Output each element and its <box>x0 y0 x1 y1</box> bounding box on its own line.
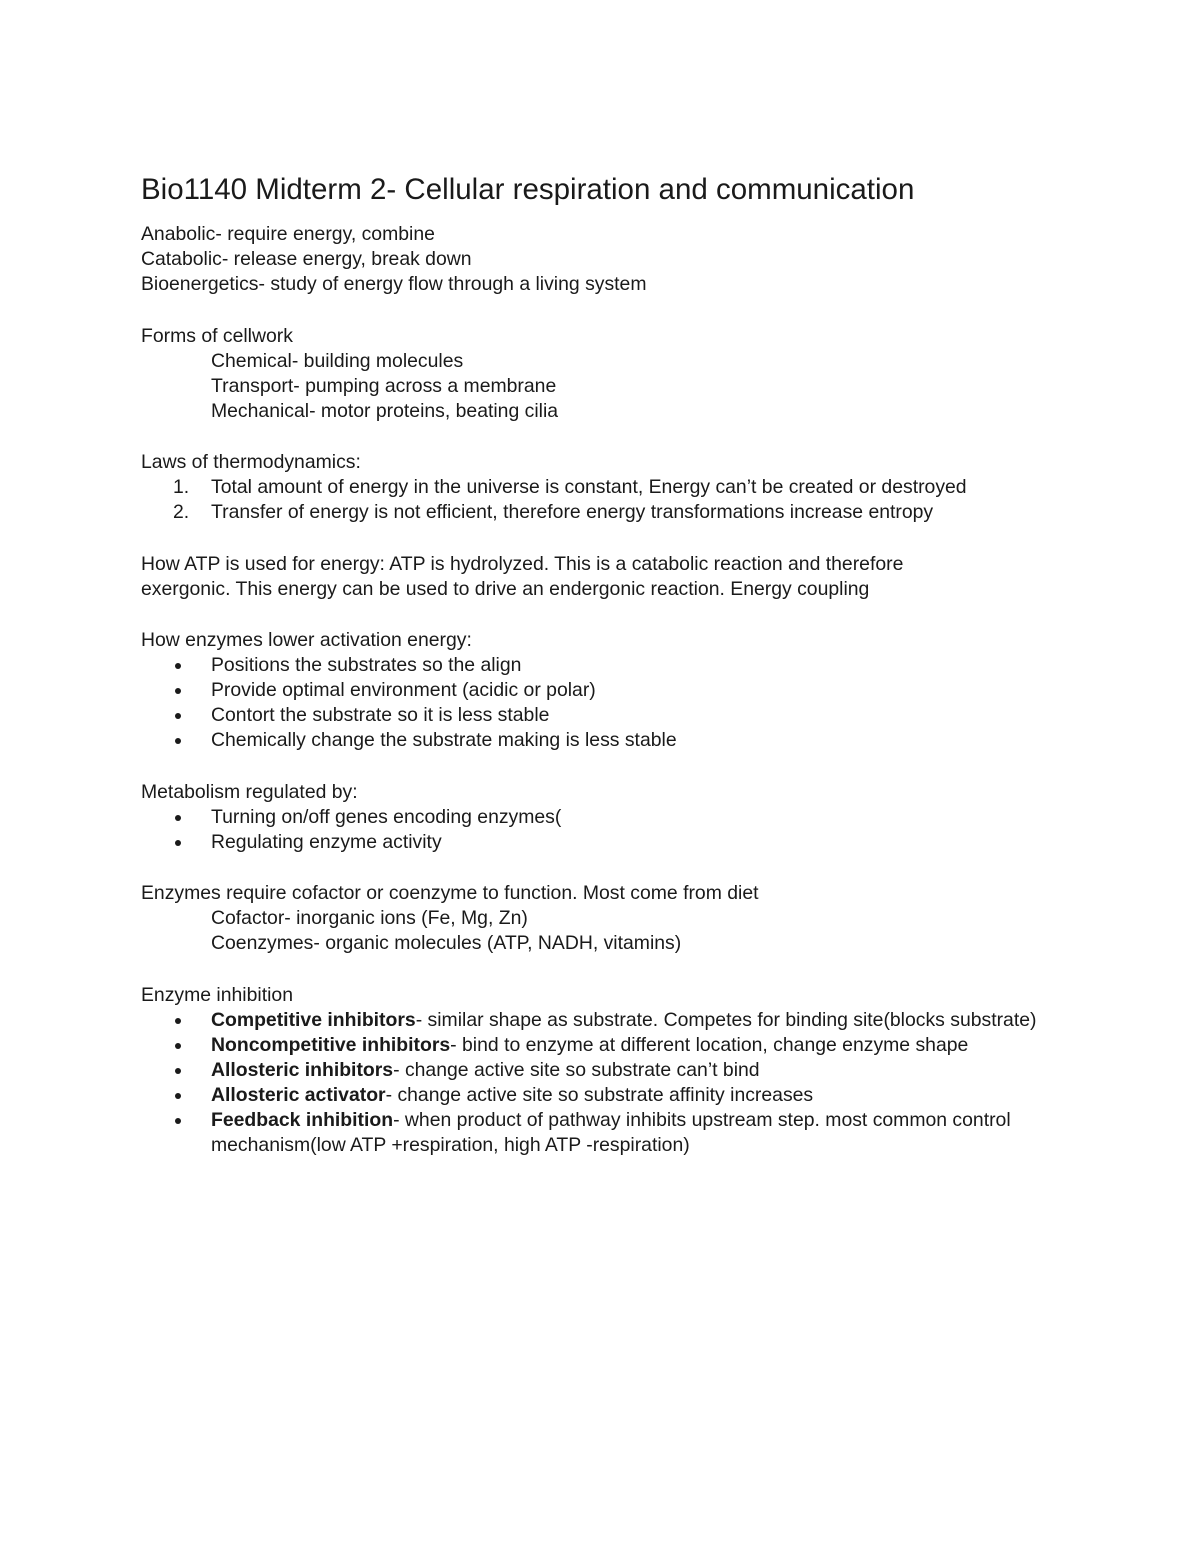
thermo-law-item <box>141 500 1081 525</box>
thermo-law-text: Total amount of energy in the universe is constant, Energy can’t be created or destroyed <box>211 476 967 499</box>
activation-heading: How enzymes lower activation energy: <box>141 629 472 652</box>
activation-item <box>141 728 1081 753</box>
bullet-icon <box>175 713 181 719</box>
inhibition-desc: - change active site so substrate affinity increases <box>385 1083 814 1106</box>
spacer <box>141 525 1081 552</box>
activation-item <box>141 703 1081 728</box>
spacer <box>141 956 1081 983</box>
inhibition-term: Noncompetitive inhibitors <box>211 1033 451 1056</box>
metabolism-item-text: Regulating enzyme activity <box>211 830 442 853</box>
bullet-icon <box>175 1093 181 1099</box>
cellwork-item: Mechanical- motor proteins, beating cilia <box>211 399 559 422</box>
activation-item-text: Contort the substrate so it is less stable <box>211 704 550 727</box>
definition-bioenergetics: Bioenergetics- study of energy flow through a living system <box>141 273 647 296</box>
inhibition-item <box>141 1033 1081 1058</box>
cellwork-heading: Forms of cellwork <box>141 324 293 347</box>
cellwork-item: Transport- pumping across a membrane <box>211 374 557 397</box>
cellwork-item: Chemical- building molecules <box>211 349 464 372</box>
activation-item-text: Provide optimal environment (acidic or polar) <box>211 679 596 702</box>
spacer <box>141 602 1081 629</box>
bullet-icon <box>175 1018 181 1024</box>
spacer <box>141 855 1081 882</box>
metabolism-item <box>141 830 1081 855</box>
activation-item <box>141 653 1081 678</box>
inhibition-term: Competitive inhibitors <box>211 1008 416 1031</box>
inhibition-item <box>141 1083 1081 1108</box>
inhibition-term: Feedback inhibition <box>211 1108 394 1131</box>
cofactors-item: Coenzymes- organic molecules (ATP, NADH, vitamins) <box>211 932 682 955</box>
bullet-icon <box>175 738 181 744</box>
spacer <box>141 297 1081 324</box>
bullet-icon <box>175 1068 181 1074</box>
bullet-icon <box>175 663 181 669</box>
atp-paragraph-line: exergonic. This energy can be used to drive an endergonic reaction. Energy coupling <box>141 577 870 600</box>
spacer <box>141 753 1081 780</box>
inhibition-desc: - similar shape as substrate. Competes for binding site(blocks substrate) <box>415 1008 1037 1031</box>
metabolism-heading: Metabolism regulated by: <box>141 780 358 803</box>
inhibition-item <box>141 1108 1081 1158</box>
bullet-icon <box>175 688 181 694</box>
inhibition-desc: - when product of pathway inhibits upstream step. most common control mechanism(low ATP +respiration, high ATP -respiration) <box>211 1108 1011 1156</box>
metabolism-item-text: Turning on/off genes encoding enzymes( <box>211 805 562 828</box>
thermo-law-item <box>141 475 1081 500</box>
thermo-law-text: Transfer of energy is not efficient, therefore energy transformations increase entropy <box>211 501 934 524</box>
inhibition-term: Allosteric activator <box>211 1083 386 1106</box>
inhibition-heading: Enzyme inhibition <box>141 983 293 1006</box>
cofactors-item: Cofactor- inorganic ions (Fe, Mg, Zn) <box>211 907 528 930</box>
cofactors-heading: Enzymes require cofactor or coenzyme to function. Most come from diet <box>141 882 759 905</box>
atp-paragraph-line: How ATP is used for energy: ATP is hydrolyzed. This is a catabolic reaction and therefore <box>141 552 904 575</box>
activation-item <box>141 678 1081 703</box>
bullet-icon <box>175 1043 181 1049</box>
metabolism-item <box>141 805 1081 830</box>
document-page <box>141 172 1081 1158</box>
inhibition-item <box>141 1058 1081 1083</box>
definition-anabolic: Anabolic- require energy, combine <box>141 223 435 246</box>
list-number: 1. <box>173 476 190 499</box>
spacer <box>141 424 1081 451</box>
definition-catabolic: Catabolic- release energy, break down <box>141 248 472 271</box>
list-number: 2. <box>173 501 190 524</box>
bullet-icon <box>175 1118 181 1124</box>
activation-item-text: Chemically change the substrate making is less stable <box>211 729 677 752</box>
thermo-heading: Laws of thermodynamics: <box>141 451 361 474</box>
inhibition-desc: - change active site so substrate can’t bind <box>393 1058 760 1081</box>
activation-item-text: Positions the substrates so the align <box>211 654 522 677</box>
document-title: Bio1140 Midterm 2- Cellular respiration and communication <box>141 173 915 206</box>
inhibition-term: Allosteric inhibitors <box>211 1058 394 1081</box>
inhibition-desc: - bind to enzyme at different location, change enzyme shape <box>450 1033 969 1056</box>
bullet-icon <box>175 815 181 821</box>
inhibition-item <box>141 1008 1081 1033</box>
bullet-icon <box>175 840 181 846</box>
